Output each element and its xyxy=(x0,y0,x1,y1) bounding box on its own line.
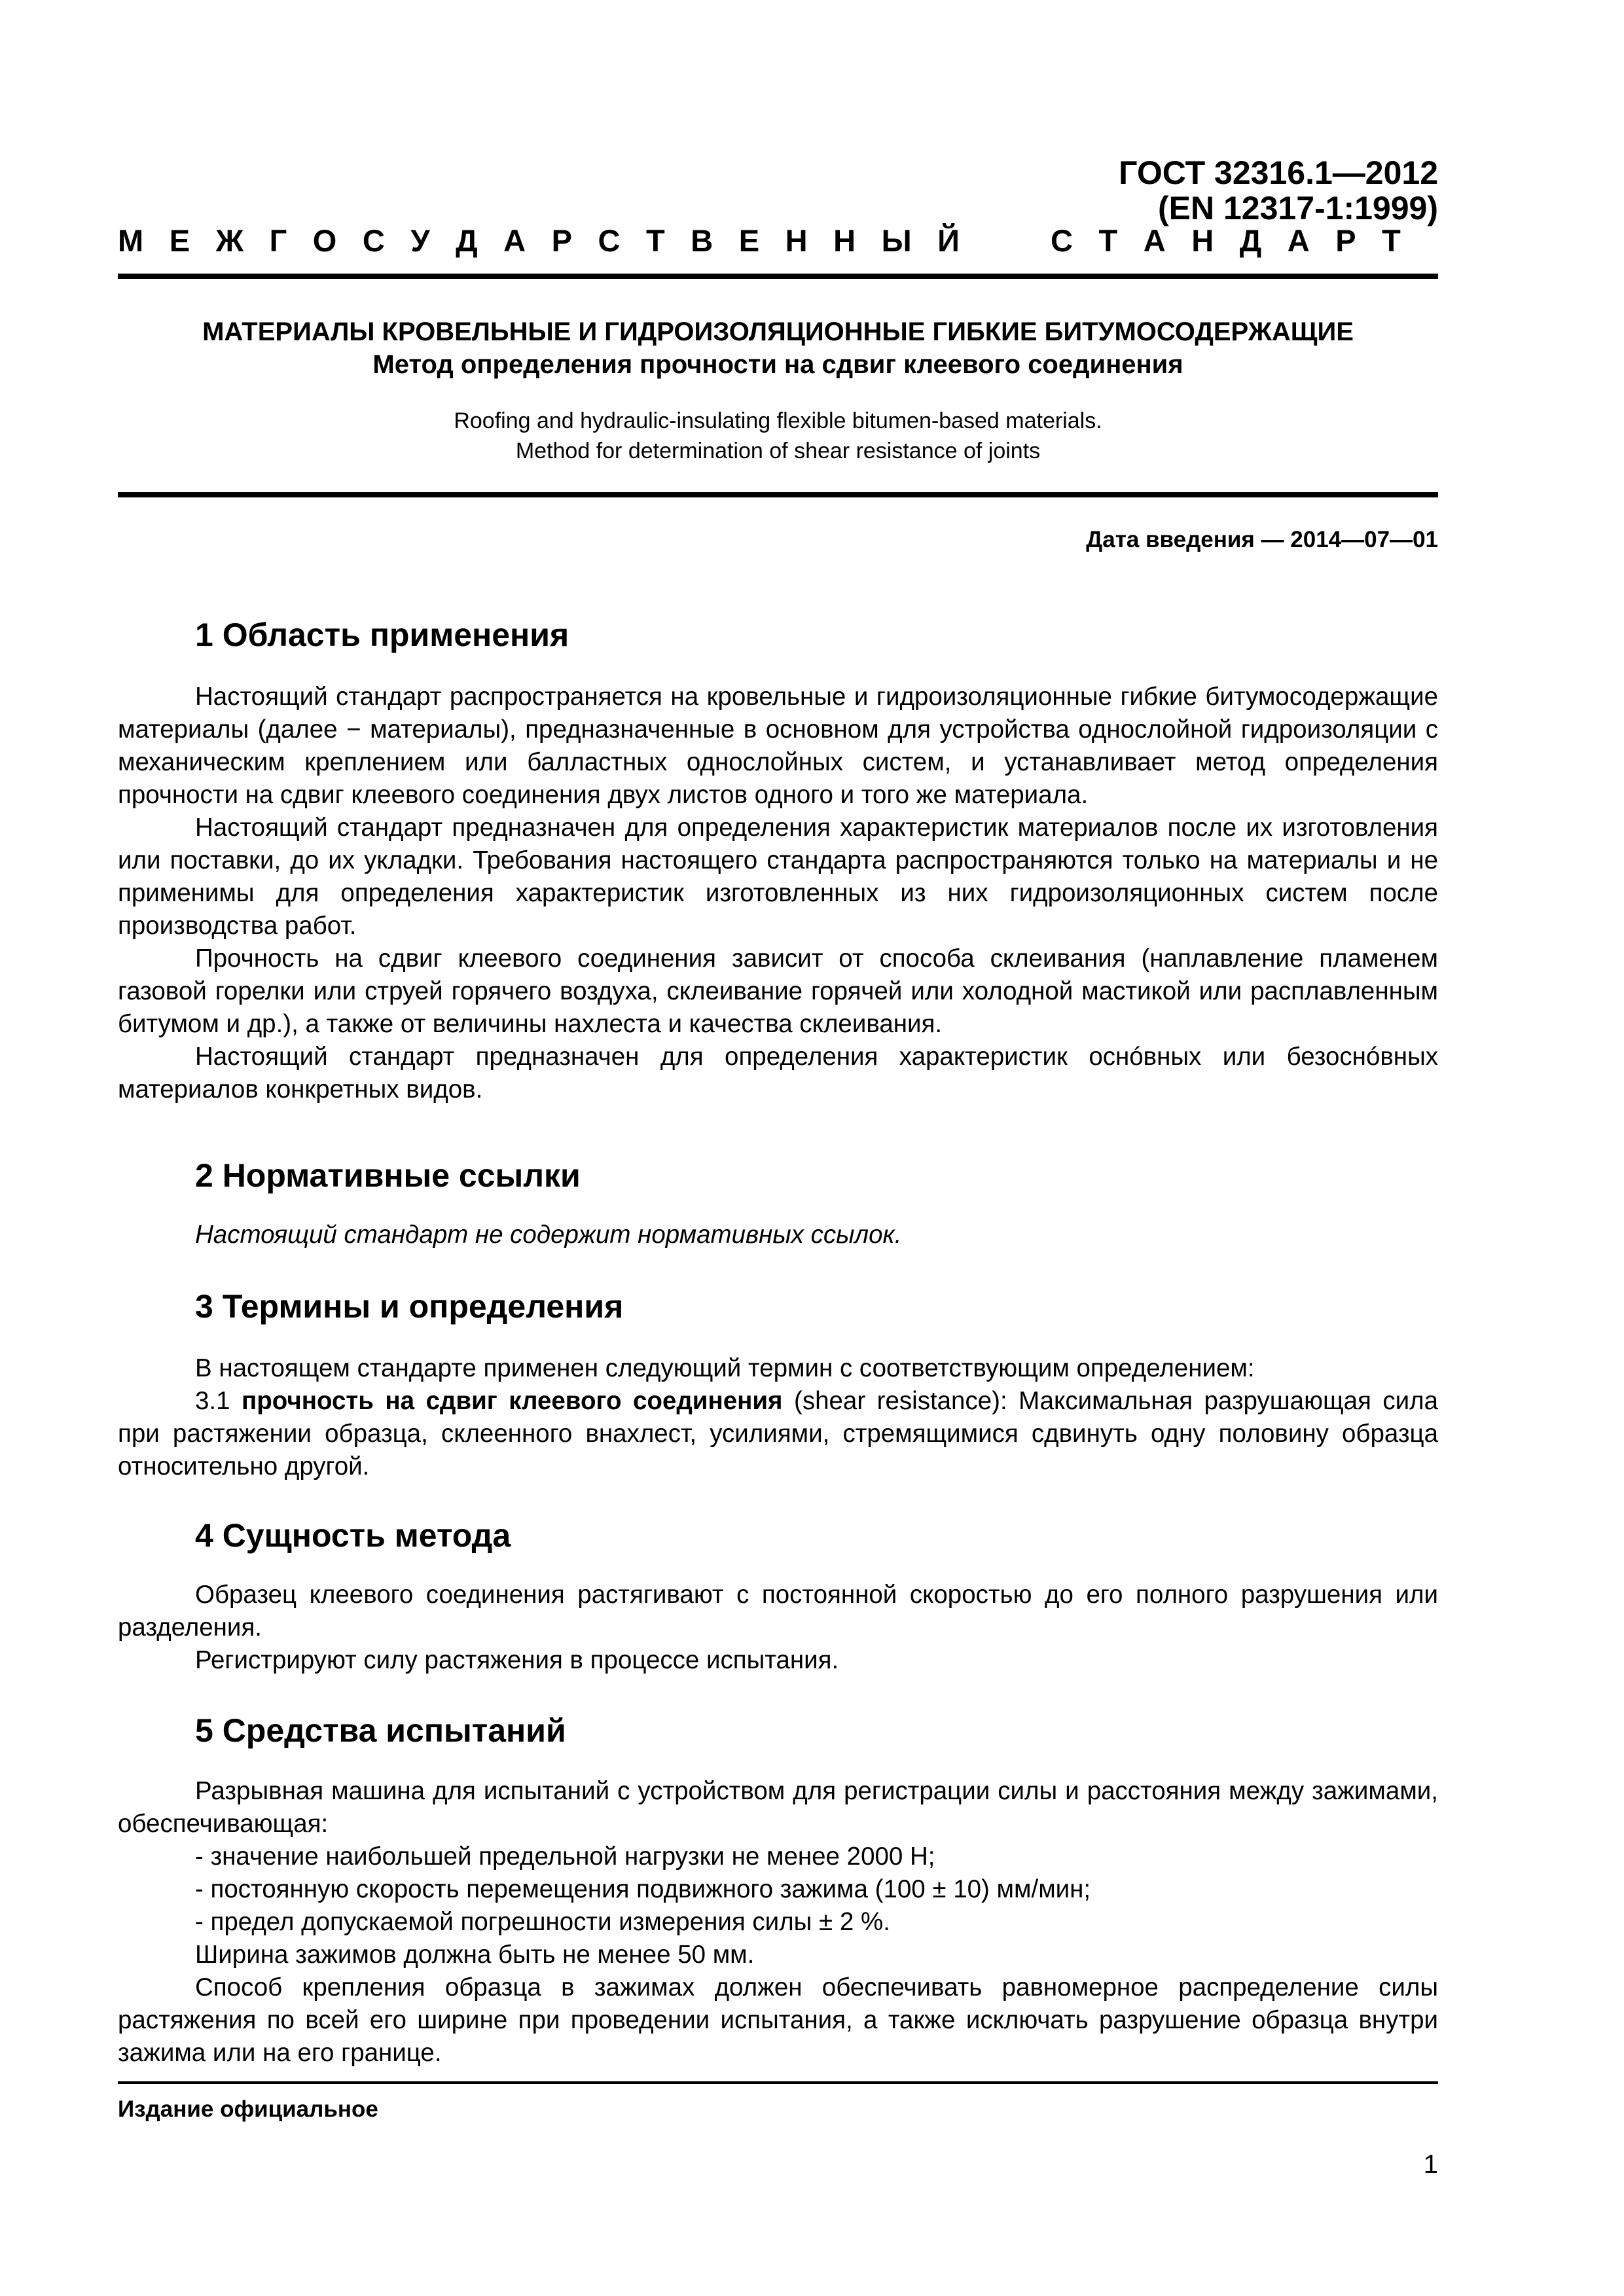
title-en: Roofing and hydraulic-insulating flexible bitumen-based materials. xyxy=(454,408,1102,433)
introduction-date: Дата введения — 2014—07—01 xyxy=(1086,527,1438,552)
banner-letter: Ы xyxy=(881,223,912,258)
official-edition-label: Издание официальное xyxy=(118,2096,378,2122)
section-1-body xyxy=(118,681,1438,1106)
paragraph: Способ крепления образца в зажимах должен обеспечивать равномерное распределение силы растяжения по всей его ширине при проведении испытания, а также исключать разрушение образца внутри зажима или на его границе. xyxy=(118,1973,1438,2067)
standard-designation: ГОСТ 32316.1—2012 xyxy=(1119,154,1438,191)
banner-gap xyxy=(985,223,1024,259)
section-3-body xyxy=(118,1352,1438,1483)
section-heading: 5 Средства испытаний xyxy=(195,1712,566,1749)
title-ru: МАТЕРИАЛЫ КРОВЕЛЬНЫЕ И ГИДРОИЗОЛЯЦИОННЫЕ ГИБКИЕ БИТУМОСОДЕРЖАЩИЕ xyxy=(202,317,1354,346)
list-item: - значение наибольшей предельной нагрузки не менее 2000 Н; xyxy=(195,1842,935,1871)
paragraph: Регистрируют силу растяжения в процессе испытания. xyxy=(195,1646,839,1674)
banner-letter: С xyxy=(598,223,621,258)
section-2-body xyxy=(118,1219,1438,1251)
banner-letter: Ж xyxy=(215,223,244,258)
paragraph: Настоящий стандарт распространяется на кровельные и гидроизоляционные гибкие битумосодержащие материалы (далее − материалы), предназначенные в основном для устройства однослойной гидроизоляции с механическим креплением или балластных однослойных систем, и устанавливает метод определения прочности на сдвиг клеевого соединения двух листов одного и того же материала. xyxy=(118,683,1438,809)
banner-letter: Т xyxy=(1098,223,1118,258)
term-number: 3.1 xyxy=(195,1387,242,1415)
term-name: прочность на сдвиг клеевого соединения xyxy=(242,1387,783,1415)
paragraph: Прочность на сдвиг клеевого соединения зависит от способа склеивания (наплавление пламенем газовой горелки или струей горячего воздуха, склеивание горячей или холодной мастикой или расплавленным битумом и др.), а также от величины нахлеста и качества склеивания. xyxy=(118,944,1438,1038)
banner-letter: У xyxy=(410,223,430,258)
subtitle-en: Method for determination of shear resistance of joints xyxy=(515,439,1041,463)
banner-letter: С xyxy=(1051,223,1073,258)
section-4-body xyxy=(118,1579,1438,1677)
banner-letter: В xyxy=(691,223,713,258)
footer-rule xyxy=(118,2081,1438,2084)
interstate-standard-banner xyxy=(118,223,1401,259)
banner-letter: О xyxy=(312,223,337,258)
banner-letter: Р xyxy=(1335,223,1356,258)
banner-letter: Н xyxy=(833,223,856,258)
banner-letter: Е xyxy=(738,223,760,258)
banner-letter: А xyxy=(503,223,526,258)
banner-letter: Д xyxy=(1239,223,1262,258)
list-item: - предел допускаемой погрешности измерения силы ± 2 %. xyxy=(195,1908,890,1936)
banner-letter: М xyxy=(118,223,144,258)
banner-letter: Р xyxy=(551,223,572,258)
paragraph: Настоящий стандарт не содержит нормативных ссылок. xyxy=(195,1221,902,1249)
term-definition xyxy=(118,1385,1438,1483)
paragraph: Настоящий стандарт предназначен для определения характеристик оснóвных или безоснóвных материалов конкретных видов. xyxy=(118,1043,1438,1103)
title-rule xyxy=(118,492,1438,497)
banner-letter: Т xyxy=(646,223,665,258)
header-rule xyxy=(118,274,1438,279)
paragraph: Настоящий стандарт предназначен для определения характеристик материалов после их изготовления или поставки, до их укладки. Требования настоящего стандарта распространяются только на материалы и не применимы для определения характеристик изготовленных из них гидроизоляционных систем после производства работ. xyxy=(118,814,1438,940)
banner-letter: Г xyxy=(269,223,287,258)
paragraph: В настоящем стандарте применен следующий термин с соответствующим определением: xyxy=(195,1354,1255,1382)
section-heading: 3 Термины и определения xyxy=(195,1288,624,1325)
banner-letter: С xyxy=(362,223,385,258)
banner-letter: Й xyxy=(937,223,960,258)
standard-designation-en: (EN 12317-1:1999) xyxy=(1157,190,1438,226)
banner-letter: Н xyxy=(785,223,808,258)
paragraph: Ширина зажимов должна быть не менее 50 мм. xyxy=(195,1941,755,1969)
section-5-body xyxy=(118,1775,1438,2070)
banner-letter: А xyxy=(1143,223,1166,258)
section-heading: 2 Нормативные ссылки xyxy=(195,1157,581,1194)
banner-letter: Д xyxy=(456,223,478,258)
section-heading: 1 Область применения xyxy=(195,617,569,653)
banner-letter: Т xyxy=(1382,223,1401,258)
page-number: 1 xyxy=(1423,2150,1438,2179)
subtitle-ru: Метод определения прочности на сдвиг клеевого соединения xyxy=(372,350,1183,379)
paragraph: Образец клеевого соединения растягивают с постоянной скоростью до его полного разрушения или разделения. xyxy=(118,1581,1438,1641)
list-item: - постоянную скорость перемещения подвижного зажима (100 ± 10) мм/мин; xyxy=(195,1875,1091,1903)
section-heading: 4 Сущность метода xyxy=(195,1517,511,1554)
paragraph: Разрывная машина для испытаний с устройством для регистрации силы и расстояния между зажимами, обеспечивающая: xyxy=(118,1777,1438,1838)
term-text: (shear resistance): Максимальная разрушающая сила при растяжении образца, склеенного внахлест, усилиями, стремящимися сдвинуть одну половину образца относительно другой. xyxy=(118,1387,1439,1480)
banner-letter: Е xyxy=(169,223,190,258)
banner-letter: Н xyxy=(1191,223,1214,258)
banner-letter: А xyxy=(1287,223,1310,258)
